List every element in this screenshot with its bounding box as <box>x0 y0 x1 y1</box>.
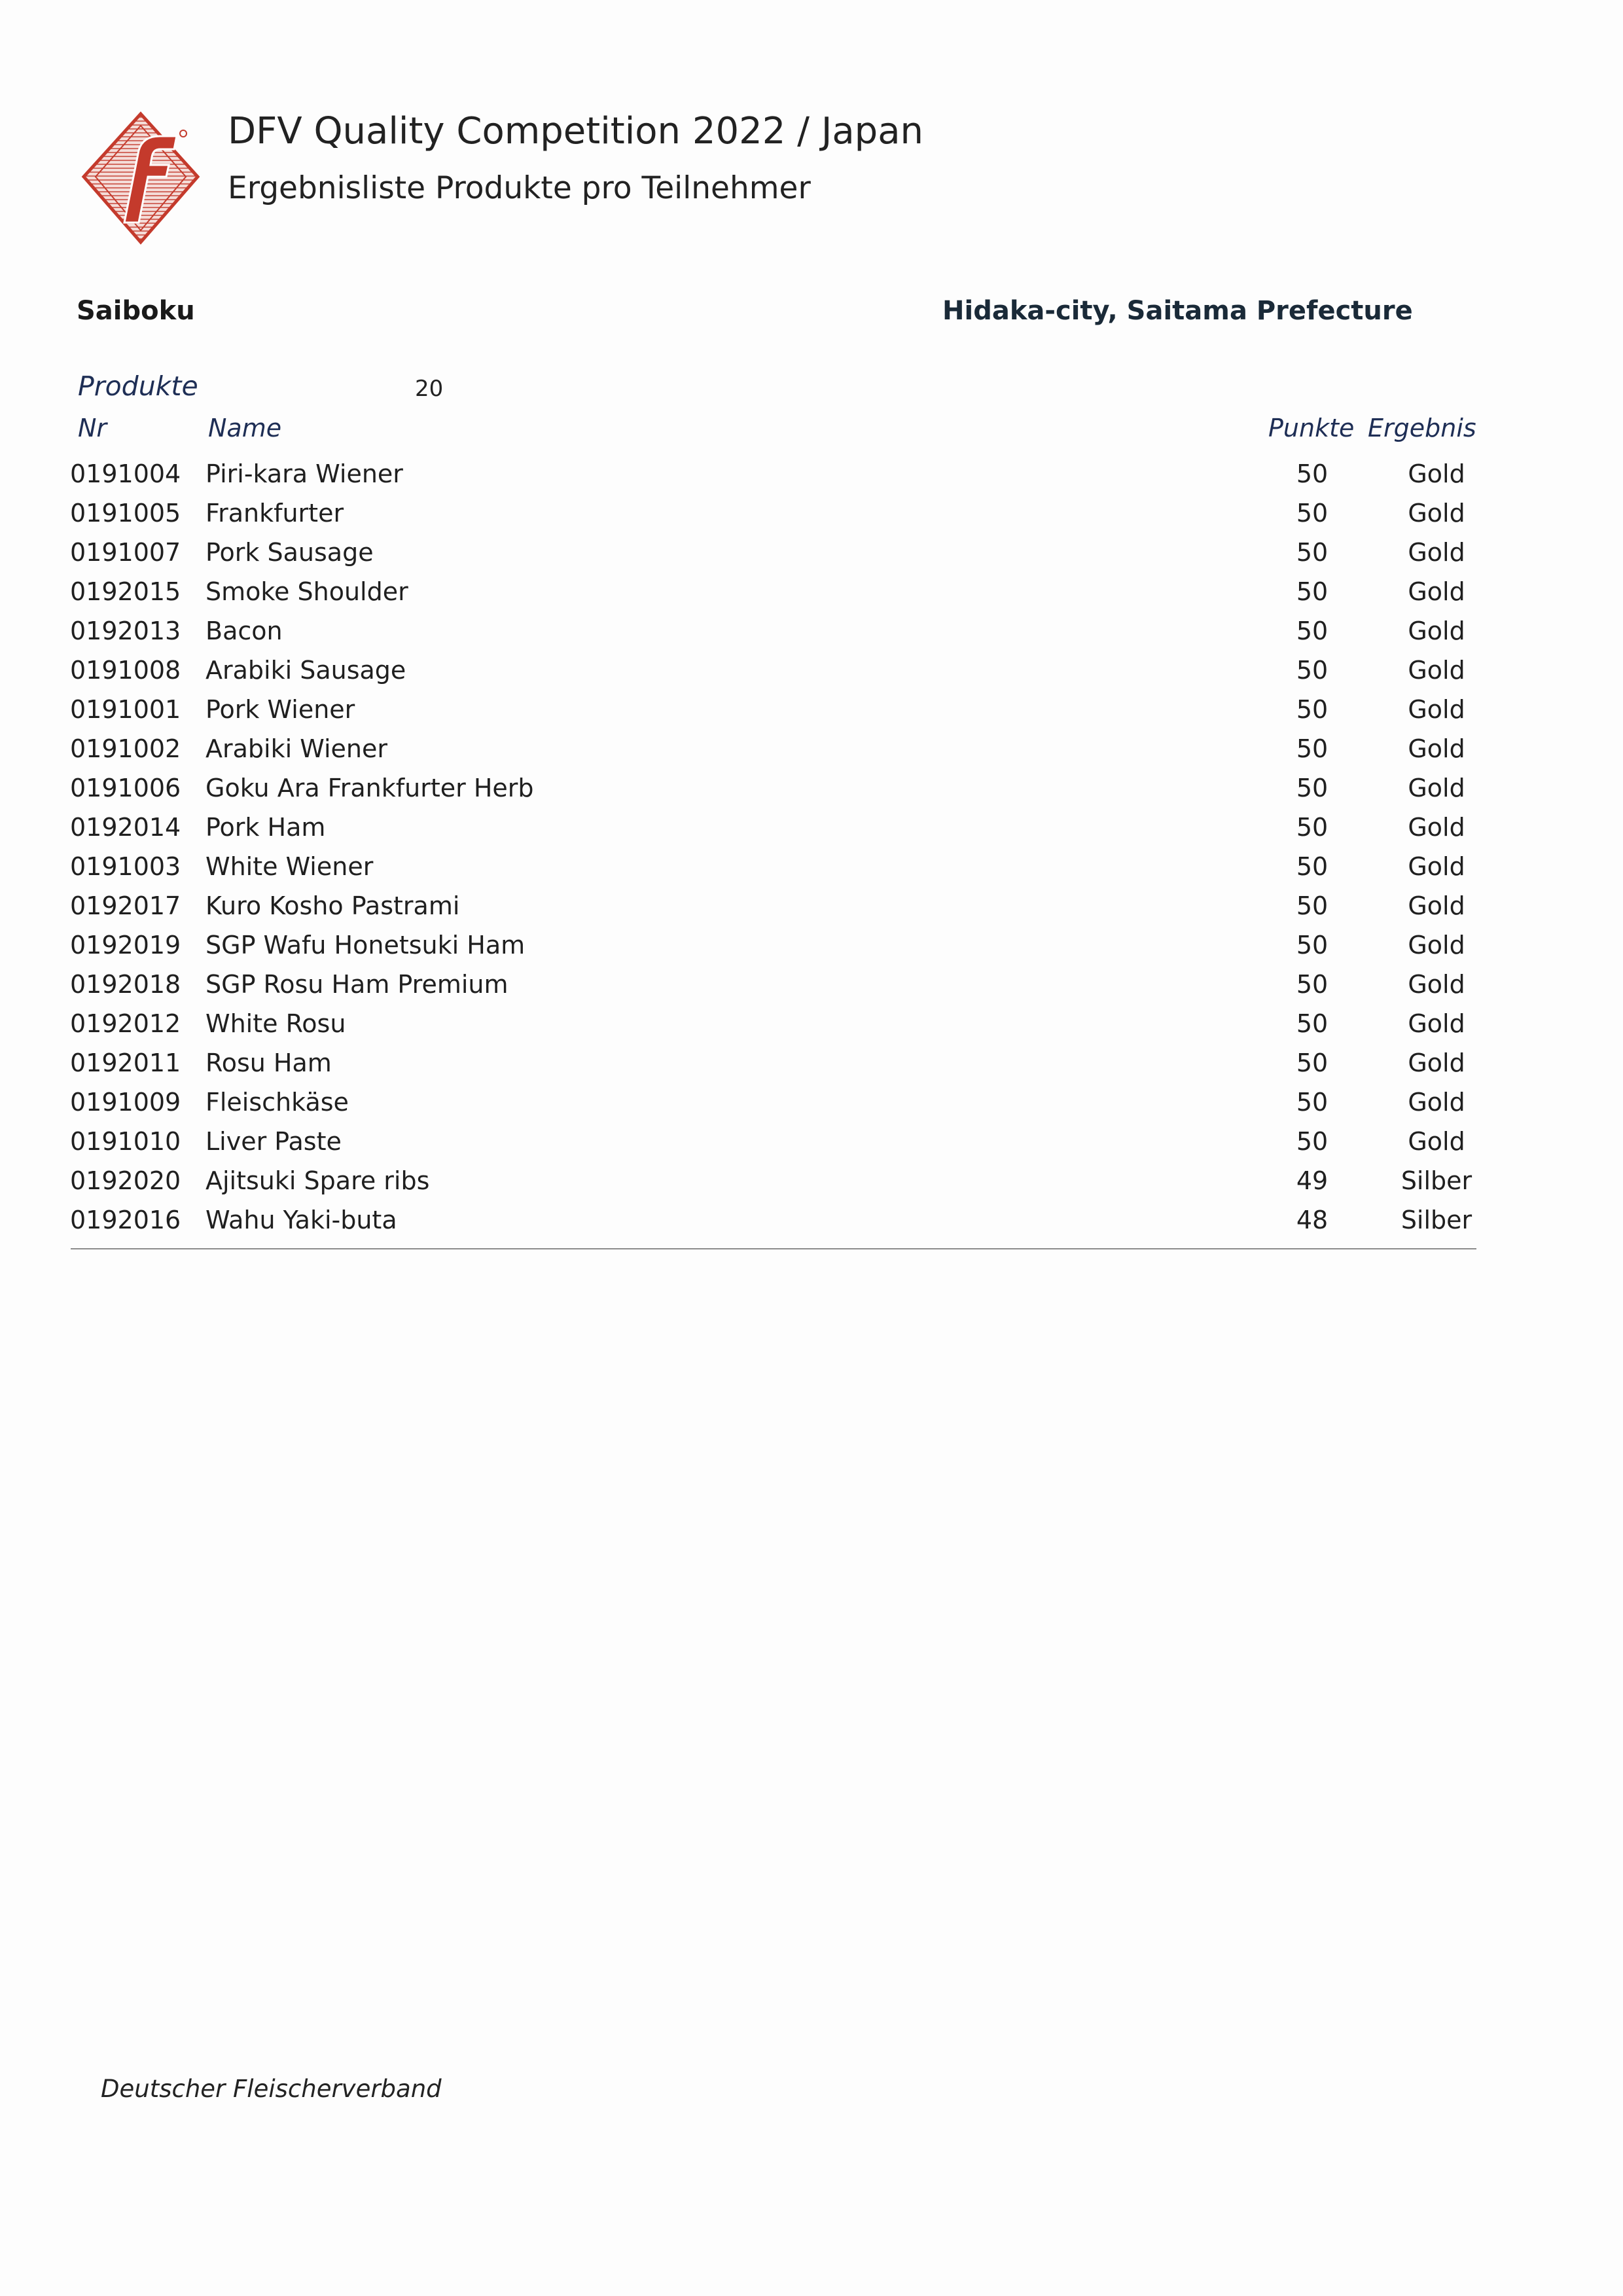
product-ergebnis: Gold <box>1408 813 1465 842</box>
footer-organization: Deutscher Fleischerverband <box>101 2075 442 2103</box>
product-nr: 0192015 <box>70 577 181 606</box>
product-name: Wahu Yaki-buta <box>205 1206 397 1234</box>
table-bottom-divider <box>71 1248 1476 1249</box>
product-punkte: 50 <box>1296 538 1329 567</box>
product-punkte: 50 <box>1296 499 1329 528</box>
product-name: Pork Ham <box>205 813 326 842</box>
product-name: Goku Ara Frankfurter Herb <box>205 774 534 802</box>
product-ergebnis: Gold <box>1408 774 1465 802</box>
product-punkte: 50 <box>1296 617 1329 645</box>
product-ergebnis: Gold <box>1408 577 1465 606</box>
table-row <box>0 925 1623 965</box>
product-name: Kuro Kosho Pastrami <box>205 891 460 920</box>
product-ergebnis: Gold <box>1408 931 1465 960</box>
product-ergebnis: Gold <box>1408 499 1465 528</box>
product-ergebnis: Gold <box>1408 1127 1465 1156</box>
product-name: Fleischkäse <box>205 1088 349 1117</box>
table-row <box>0 1083 1623 1122</box>
products-count: 20 <box>415 376 444 402</box>
product-punkte: 48 <box>1296 1206 1329 1234</box>
product-ergebnis: Gold <box>1408 459 1465 488</box>
table-row <box>0 533 1623 572</box>
table-row <box>0 572 1623 611</box>
product-nr: 0191004 <box>70 459 181 488</box>
product-ergebnis: Gold <box>1408 538 1465 567</box>
column-header-punkte: Punkte <box>1268 414 1355 442</box>
products-label: Produkte <box>78 370 198 402</box>
product-nr: 0191006 <box>70 774 181 802</box>
product-punkte: 50 <box>1296 970 1329 999</box>
product-ergebnis: Gold <box>1408 1009 1465 1038</box>
product-name: Arabiki Wiener <box>205 734 387 763</box>
document-title: DFV Quality Competition 2022 / Japan <box>228 110 924 152</box>
product-punkte: 50 <box>1296 931 1329 960</box>
product-name: Frankfurter <box>205 499 344 528</box>
product-name: Smoke Shoulder <box>205 577 408 606</box>
product-punkte: 50 <box>1296 774 1329 802</box>
product-nr: 0191009 <box>70 1088 181 1117</box>
table-row <box>0 1004 1623 1043</box>
product-punkte: 50 <box>1296 1049 1329 1077</box>
product-nr: 0192012 <box>70 1009 181 1038</box>
product-nr: 0192017 <box>70 891 181 920</box>
table-row <box>0 847 1623 886</box>
table-row <box>0 1161 1623 1200</box>
product-nr: 0191008 <box>70 656 181 685</box>
product-nr: 0192020 <box>70 1166 181 1195</box>
product-name: Piri-kara Wiener <box>205 459 403 488</box>
table-row <box>0 454 1623 493</box>
table-row <box>0 1122 1623 1161</box>
product-punkte: 49 <box>1296 1166 1329 1195</box>
table-row <box>0 965 1623 1004</box>
product-ergebnis: Gold <box>1408 695 1465 724</box>
product-ergebnis: Gold <box>1408 656 1465 685</box>
product-punkte: 50 <box>1296 852 1329 881</box>
product-name: Liver Paste <box>205 1127 342 1156</box>
products-table <box>0 454 1623 1240</box>
column-header-ergebnis: Ergebnis <box>1368 414 1476 442</box>
product-ergebnis: Gold <box>1408 1049 1465 1077</box>
product-punkte: 50 <box>1296 1088 1329 1117</box>
product-nr: 0192013 <box>70 617 181 645</box>
product-nr: 0192011 <box>70 1049 181 1077</box>
product-name: White Wiener <box>205 852 374 881</box>
participant-location: Hidaka-city, Saitama Prefecture <box>942 296 1413 326</box>
product-nr: 0192019 <box>70 931 181 960</box>
table-row <box>0 651 1623 690</box>
participant-company: Saiboku <box>77 296 195 326</box>
product-name: Pork Wiener <box>205 695 355 724</box>
table-row <box>0 886 1623 925</box>
dfv-logo-icon <box>79 111 203 249</box>
table-row <box>0 1043 1623 1083</box>
product-name: Ajitsuki Spare ribs <box>205 1166 430 1195</box>
product-punkte: 50 <box>1296 577 1329 606</box>
table-row <box>0 611 1623 651</box>
product-ergebnis: Gold <box>1408 970 1465 999</box>
product-name: White Rosu <box>205 1009 346 1038</box>
product-ergebnis: Gold <box>1408 891 1465 920</box>
product-punkte: 50 <box>1296 695 1329 724</box>
table-row <box>0 1200 1623 1240</box>
table-row <box>0 493 1623 533</box>
product-punkte: 50 <box>1296 656 1329 685</box>
product-nr: 0192016 <box>70 1206 181 1234</box>
table-row <box>0 729 1623 768</box>
product-nr: 0191001 <box>70 695 181 724</box>
document-subtitle: Ergebnisliste Produkte pro Teilnehmer <box>228 170 811 206</box>
product-name: SGP Rosu Ham Premium <box>205 970 508 999</box>
product-name: Pork Sausage <box>205 538 374 567</box>
column-header-nr: Nr <box>78 414 107 442</box>
product-nr: 0191010 <box>70 1127 181 1156</box>
product-nr: 0191003 <box>70 852 181 881</box>
product-ergebnis: Silber <box>1400 1166 1472 1195</box>
product-punkte: 50 <box>1296 734 1329 763</box>
product-nr: 0191002 <box>70 734 181 763</box>
product-punkte: 50 <box>1296 1009 1329 1038</box>
product-punkte: 50 <box>1296 1127 1329 1156</box>
product-nr: 0192018 <box>70 970 181 999</box>
product-name: Arabiki Sausage <box>205 656 406 685</box>
product-name: Bacon <box>205 617 283 645</box>
product-nr: 0191007 <box>70 538 181 567</box>
product-ergebnis: Gold <box>1408 1088 1465 1117</box>
product-nr: 0191005 <box>70 499 181 528</box>
product-ergebnis: Silber <box>1400 1206 1472 1234</box>
column-header-name: Name <box>208 414 282 442</box>
product-punkte: 50 <box>1296 459 1329 488</box>
table-row <box>0 690 1623 729</box>
table-row <box>0 808 1623 847</box>
product-punkte: 50 <box>1296 813 1329 842</box>
product-name: SGP Wafu Honetsuki Ham <box>205 931 526 960</box>
product-nr: 0192014 <box>70 813 181 842</box>
product-punkte: 50 <box>1296 891 1329 920</box>
product-ergebnis: Gold <box>1408 734 1465 763</box>
product-ergebnis: Gold <box>1408 617 1465 645</box>
product-ergebnis: Gold <box>1408 852 1465 881</box>
table-row <box>0 768 1623 808</box>
product-name: Rosu Ham <box>205 1049 332 1077</box>
